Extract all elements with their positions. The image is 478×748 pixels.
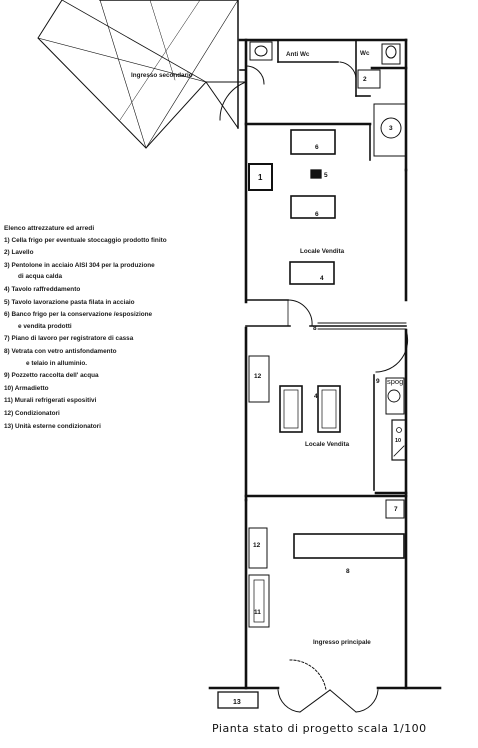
marker-13: 13 <box>233 699 241 706</box>
legend-item: 3) Pentolone in acciaio AISI 304 per la produzione <box>4 261 155 269</box>
anti-wc-label: Anti Wc <box>286 51 310 58</box>
legend-item-continuation: di acqua calda <box>18 273 63 281</box>
ingresso-secondario-label: Ingresso secondario <box>131 72 193 79</box>
marker-7: 7 <box>394 506 398 513</box>
legend-item: 7) Piano di lavoro per registratore di cassa <box>4 335 134 343</box>
marker-4-upper: 4 <box>320 275 324 282</box>
marker-11: 11 <box>254 609 261 616</box>
internal-walls <box>240 40 406 490</box>
marker-12-mid: 12 <box>254 373 262 380</box>
plan-caption: Pianta stato di progetto scala 1/100 <box>212 722 427 735</box>
marker-12-lower: 12 <box>253 542 261 549</box>
marker-4-lower: 4 <box>314 393 318 400</box>
legend-item: 4) Tavolo raffreddamento <box>4 285 81 293</box>
marker-9: 9 <box>376 378 380 385</box>
equipment-lower <box>249 500 404 627</box>
marker-8-counter: 8 <box>346 568 350 575</box>
marker-6-upper: 6 <box>315 144 319 151</box>
marker-10: 10 <box>395 438 402 444</box>
legend-item: 11) Murali refrigerati espositivi <box>4 397 97 405</box>
legend <box>4 226 234 436</box>
marker-5: 5 <box>324 172 328 179</box>
marker-2: 2 <box>363 76 367 83</box>
locale-vendita-1-label: Locale Vendita <box>300 248 345 255</box>
legend-item: 1) Cella frigo per eventuale stoccaggio prodotto finito <box>4 236 167 244</box>
legend-title: Elenco attrezzature ed arredi <box>4 225 95 232</box>
marker-3: 3 <box>389 125 393 132</box>
equipment-upper <box>249 130 335 284</box>
sanitary-fixtures <box>250 42 406 156</box>
legend-item: 10) Armadietto <box>4 384 49 392</box>
door-swings <box>206 62 408 712</box>
legend-item-continuation: e vendita prodotti <box>18 322 72 330</box>
ingresso-principale-label: Ingresso principale <box>313 639 371 646</box>
spog-label: spog. <box>387 377 406 386</box>
legend-item-continuation: e telaio in alluminio. <box>26 359 88 367</box>
legend-item: 2) Lavello <box>4 249 34 257</box>
locale-vendita-2-label: Locale Vendita <box>305 441 350 448</box>
marker-1: 1 <box>258 173 263 182</box>
legend-item: 13) Unità esterne condizionatori <box>4 422 101 430</box>
legend-item: 5) Tavolo lavorazione pasta filata in acciaio <box>4 298 135 306</box>
marker-6-mid: 6 <box>315 211 319 218</box>
wc-label: Wc <box>360 50 370 57</box>
legend-item: 8) Vetrata con vetro antisfondamento <box>4 347 117 355</box>
marker-8-glass: 8 <box>313 325 317 332</box>
legend-item: 9) Pozzetto raccolta dell' acqua <box>4 372 99 380</box>
legend-item: 12) Condizionatori <box>4 409 60 417</box>
legend-item: 6) Banco frigo per la conservazione /esposizione <box>4 311 153 319</box>
